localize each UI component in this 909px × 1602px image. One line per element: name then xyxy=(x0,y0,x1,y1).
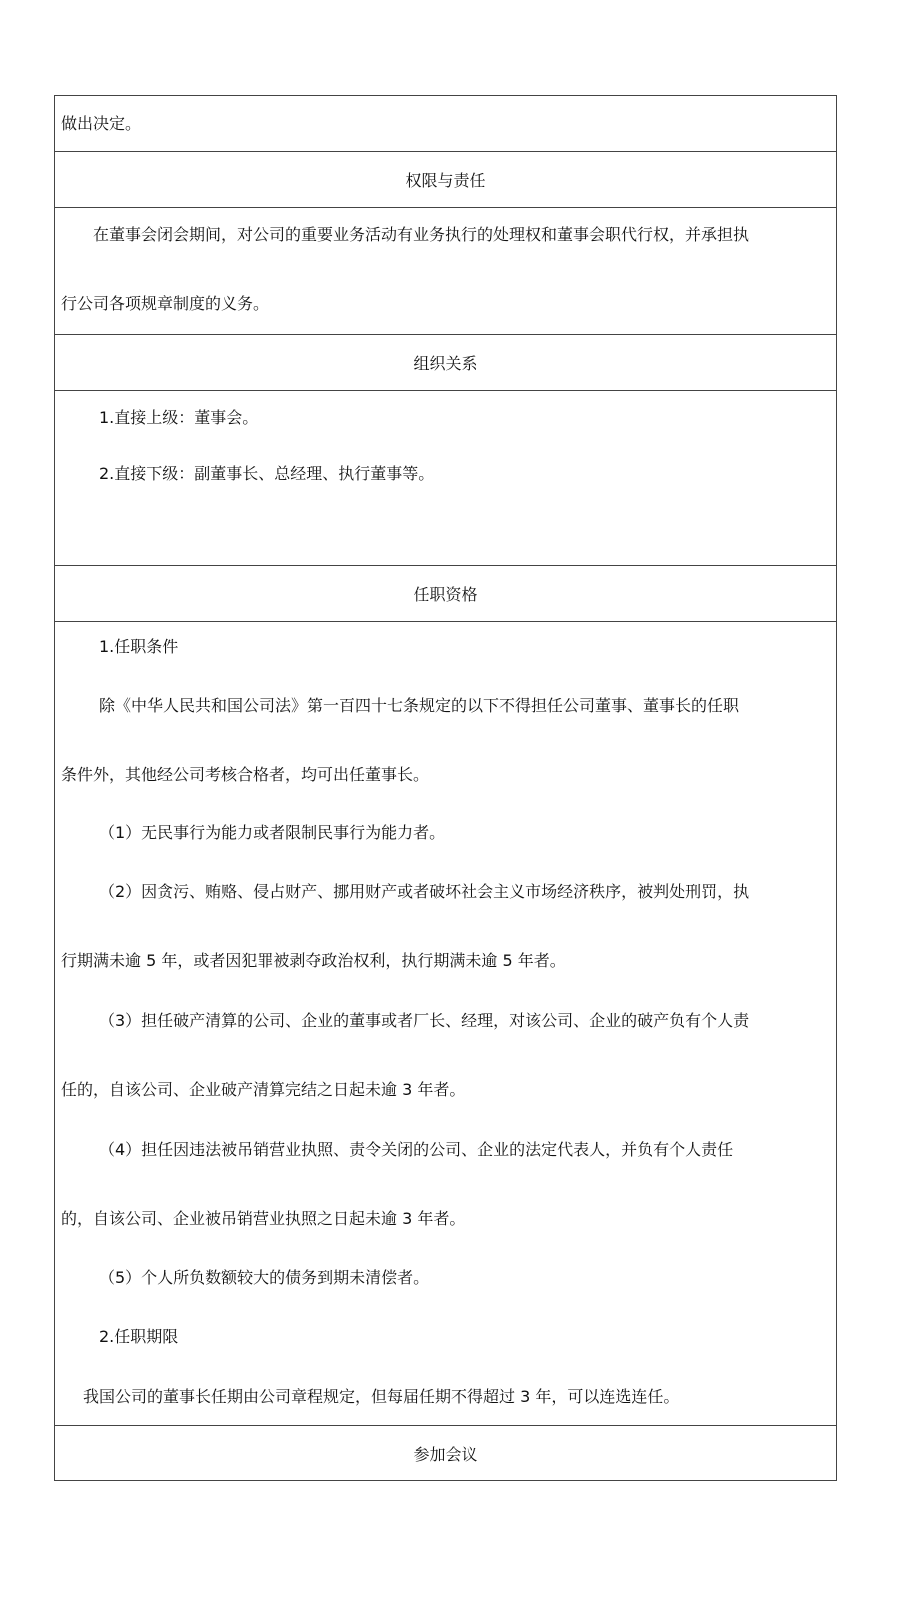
section-title: 任职资格 xyxy=(413,585,478,604)
table-row xyxy=(55,95,836,151)
section-title: 权限与责任 xyxy=(405,171,486,190)
body-text: （5）个人所负数额较大的债务到期未清偿者。 xyxy=(99,1268,430,1287)
section-header xyxy=(55,334,836,390)
body-text: 1.任职条件 xyxy=(99,637,179,656)
body-text: 我国公司的董事长任期由公司章程规定，但每届任期不得超过 3 年，可以连选连任。 xyxy=(83,1387,680,1406)
body-text: 行公司各项规章制度的义务。 xyxy=(61,294,270,313)
body-text: 条件外，其他经公司考核合格者，均可出任董事长。 xyxy=(61,765,430,784)
section-header xyxy=(55,151,836,207)
body-text: 行期满未逾 5 年，或者因犯罪被剥夺政治权利，执行期满未逾 5 年者。 xyxy=(61,951,566,970)
body-text: 1.直接上级：董事会。 xyxy=(99,408,259,427)
body-text: 做出决定。 xyxy=(61,114,142,133)
document-table xyxy=(54,95,837,1481)
body-text: 除《中华人民共和国公司法》第一百四十七条规定的以下不得担任公司董事、董事长的任职 xyxy=(99,696,740,715)
section-title: 组织关系 xyxy=(413,354,478,373)
body-text: （3）担任破产清算的公司、企业的董事或者厂长、经理，对该公司、企业的破产负有个人责 xyxy=(99,1011,750,1030)
section-header xyxy=(55,565,836,621)
section-header xyxy=(55,1425,836,1481)
body-text: （1）无民事行为能力或者限制民事行为能力者。 xyxy=(99,823,446,842)
table-row xyxy=(55,390,836,565)
table-row xyxy=(55,621,836,1425)
section-title: 参加会议 xyxy=(413,1444,478,1464)
body-text: 在董事会闭会期间，对公司的重要业务活动有业务执行的处理权和董事会职代行权，并承担执 xyxy=(61,225,750,244)
body-text: 2.直接下级：副董事长、总经理、执行董事等。 xyxy=(99,464,435,483)
body-text: （2）因贪污、贿赂、侵占财产、挪用财产或者破坏社会主义市场经济秩序，被判处刑罚，执 xyxy=(99,882,750,901)
body-text: 任的，自该公司、企业破产清算完结之日起未逾 3 年者。 xyxy=(61,1080,466,1099)
body-text: 的，自该公司、企业被吊销营业执照之日起未逾 3 年者。 xyxy=(61,1209,466,1228)
body-text: （4）担任因违法被吊销营业执照、责令关闭的公司、企业的法定代表人，并负有个人责任 xyxy=(99,1140,734,1159)
body-text: 2.任职期限 xyxy=(99,1327,179,1346)
table-row xyxy=(55,207,836,334)
